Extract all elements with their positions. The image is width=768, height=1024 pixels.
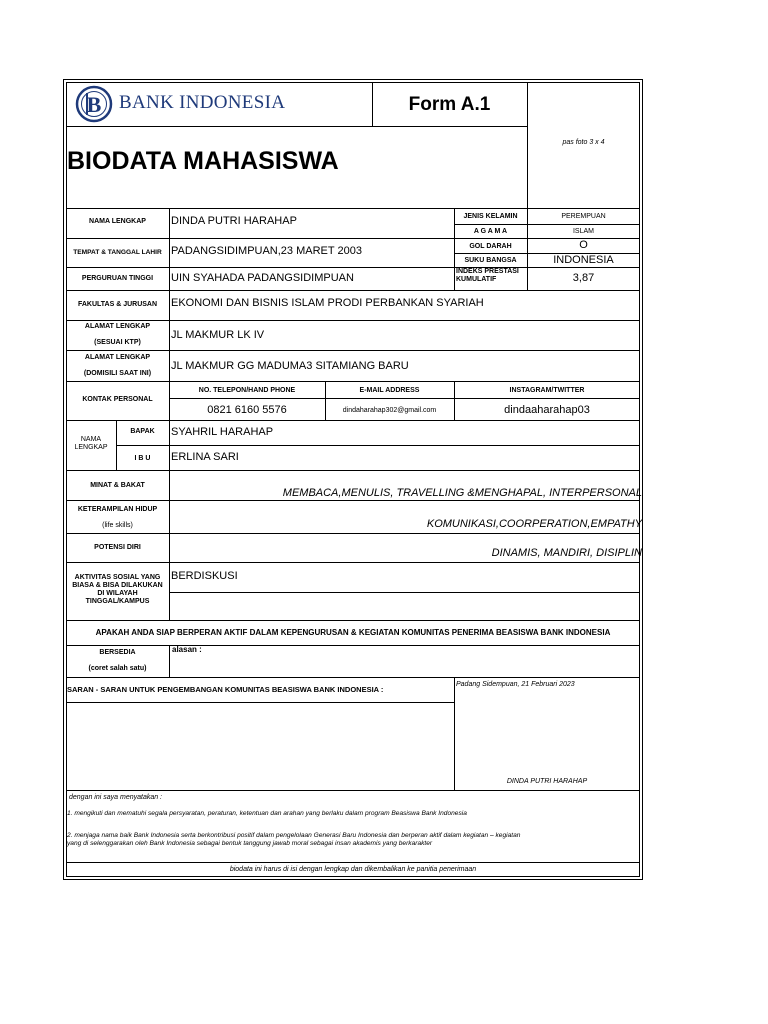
ipk-value: 3,87 <box>572 272 595 284</box>
instagram-header: INSTAGRAM/TWITTER <box>509 387 585 394</box>
potensi-diri-label: POTENSI DIRI <box>94 544 141 551</box>
alamat-ktp-sublabel: (SESUAI KTP) <box>94 339 141 346</box>
keterampilan-sublabel: (life skills) <box>102 522 133 529</box>
ibu-label: I B U <box>134 455 151 462</box>
bersedia-label: BERSEDIA <box>99 649 136 656</box>
keterampilan-label: KETERAMPILAN HIDUP <box>77 506 158 513</box>
fakultas-label: FAKULTAS & JURUSAN <box>77 301 158 308</box>
ipk-label-line2: KUMULATIF <box>456 276 497 283</box>
alasan-label: alasan : <box>172 645 202 654</box>
footer-note: biodata ini harus di isi dengan lengkap dan dikembalikan ke panitia penerimaan <box>229 866 477 873</box>
bank-indonesia-logo <box>75 85 285 123</box>
aktivitas-label-1: AKTIVITAS SOSIAL YANG <box>74 574 161 581</box>
instagram-value: dindaaharahap03 <box>504 404 590 416</box>
keterampilan-value: KOMUNIKASI,COORPERATION,EMPATHY <box>426 518 642 530</box>
agama-label: A G A M A <box>473 228 508 235</box>
gol-darah-label: GOL DARAH <box>469 243 512 250</box>
place-date: Padang Sidempuan, 21 Februari 2023 <box>456 681 575 688</box>
email-value: dindaharahap302@gmail.com <box>342 407 437 414</box>
aktivitas-label-3: DI WILAYAH <box>97 590 138 597</box>
suku-bangsa-label: SUKU BANGSA <box>464 257 517 264</box>
nama-ortu-label: NAMA <box>80 436 102 443</box>
nama-lengkap-label: NAMA LENGKAP <box>89 218 146 225</box>
bank-indonesia-emblem-icon <box>75 85 113 123</box>
pernyataan-item-1: 1. mengikuti dan mematuhi segala persyaratan, peraturan, ketentuan dan arahan yang berlaku dalam program Beasiswa Bank Indonesia <box>67 810 467 817</box>
bapak-label: BAPAK <box>130 428 155 435</box>
perguruan-tinggi-label: PERGURUAN TINGGI <box>81 275 154 282</box>
page-title: BIODATA MAHASISWA <box>67 147 339 175</box>
nama-ortu-label-2: LENGKAP <box>74 444 108 451</box>
minat-bakat-value: MEMBACA,MENULIS, TRAVELLING &MENGHAPAL, INTERPERSONAL <box>282 487 642 499</box>
svg-text:B: B <box>86 92 102 117</box>
aktivitas-label-4: TINGGAL/KAMPUS <box>85 598 150 605</box>
ttl-value: PADANGSIDIMPUAN,23 MARET 2003 <box>171 245 362 257</box>
jenis-kelamin-label: JENIS KELAMIN <box>463 213 518 220</box>
ttl-label: TEMPAT & TANGGAL LAHIR <box>73 249 162 256</box>
ipk-label-line1: INDEKS PRESTASI <box>456 268 519 275</box>
suku-bangsa-value: INDONESIA <box>553 254 614 266</box>
signer-name: DINDA PUTRI HARAHAP <box>506 778 588 785</box>
saran-label: SARAN - SARAN UNTUK PENGEMBANGAN KOMUNITAS BEASISWA BANK INDONESIA : <box>67 685 384 694</box>
form-code: Form A.1 <box>408 94 491 115</box>
coret-salah-satu-label: (coret salah satu) <box>88 665 147 672</box>
nama-lengkap-value: DINDA PUTRI HARAHAP <box>171 215 297 227</box>
jenis-kelamin-value: PEREMPUAN <box>561 213 606 220</box>
fakultas-value: EKONOMI DAN BISNIS ISLAM PRODI PERBANKAN SYARIAH <box>171 297 484 309</box>
alamat-domisili-value: JL MAKMUR GG MADUMA3 SITAMIANG BARU <box>171 360 409 372</box>
kesiapan-question: APAKAH ANDA SIAP BERPERAN AKTIF DALAM KEPENGURUSAN & KEGIATAN KOMUNITAS PENERIMA BEASISWA BANK INDONESIA <box>95 628 611 637</box>
alamat-ktp-value: JL MAKMUR LK IV <box>171 329 265 341</box>
bank-name: BANK INDONESIA <box>119 92 286 113</box>
pernyataan-item-2-line2: yang di selenggarakan oleh Bank Indonesia sebagai bentuk tanggung jawab moral sebagai insan akademis yang berkarakter <box>67 840 433 847</box>
gol-darah-value: O <box>579 239 588 251</box>
phone-header: NO. TELEPON/HAND PHONE <box>198 387 296 394</box>
aktivitas-label-2: BIASA & BISA DILAKUKAN <box>72 582 163 589</box>
email-header: E-MAIL ADDRESS <box>359 387 420 394</box>
pernyataan-intro: dengan ini saya menyatakan : <box>69 794 163 801</box>
aktivitas-value: BERDISKUSI <box>171 570 238 582</box>
bapak-value: SYAHRIL HARAHAP <box>171 426 274 438</box>
photo-placeholder-label: pas foto 3 x 4 <box>562 139 605 146</box>
phone-value: 0821 6160 5576 <box>207 404 287 416</box>
agama-value: ISLAM <box>572 228 594 235</box>
alamat-domisili-label: ALAMAT LENGKAP <box>84 354 151 361</box>
pernyataan-item-2-line1: 2. menjaga nama baik Bank Indonesia serta berkontribusi positif dalam pengelolaan Generasi Baru Indonesia dan berperan aktif dalam kegiatan – kegiatan <box>67 832 521 839</box>
potensi-diri-value: DINAMIS, MANDIRI, DISIPLIN <box>491 547 642 559</box>
kontak-personal-label: KONTAK PERSONAL <box>82 396 153 403</box>
form-inner-border <box>66 82 640 877</box>
perguruan-tinggi-value: UIN SYAHADA PADANGSIDIMPUAN <box>171 272 354 284</box>
alamat-domisili-sublabel: (DOMISILI SAAT INI) <box>83 370 152 377</box>
alamat-ktp-label: ALAMAT LENGKAP <box>84 323 151 330</box>
ibu-value: ERLINA SARI <box>171 451 239 463</box>
minat-bakat-label: MINAT & BAKAT <box>90 482 145 489</box>
